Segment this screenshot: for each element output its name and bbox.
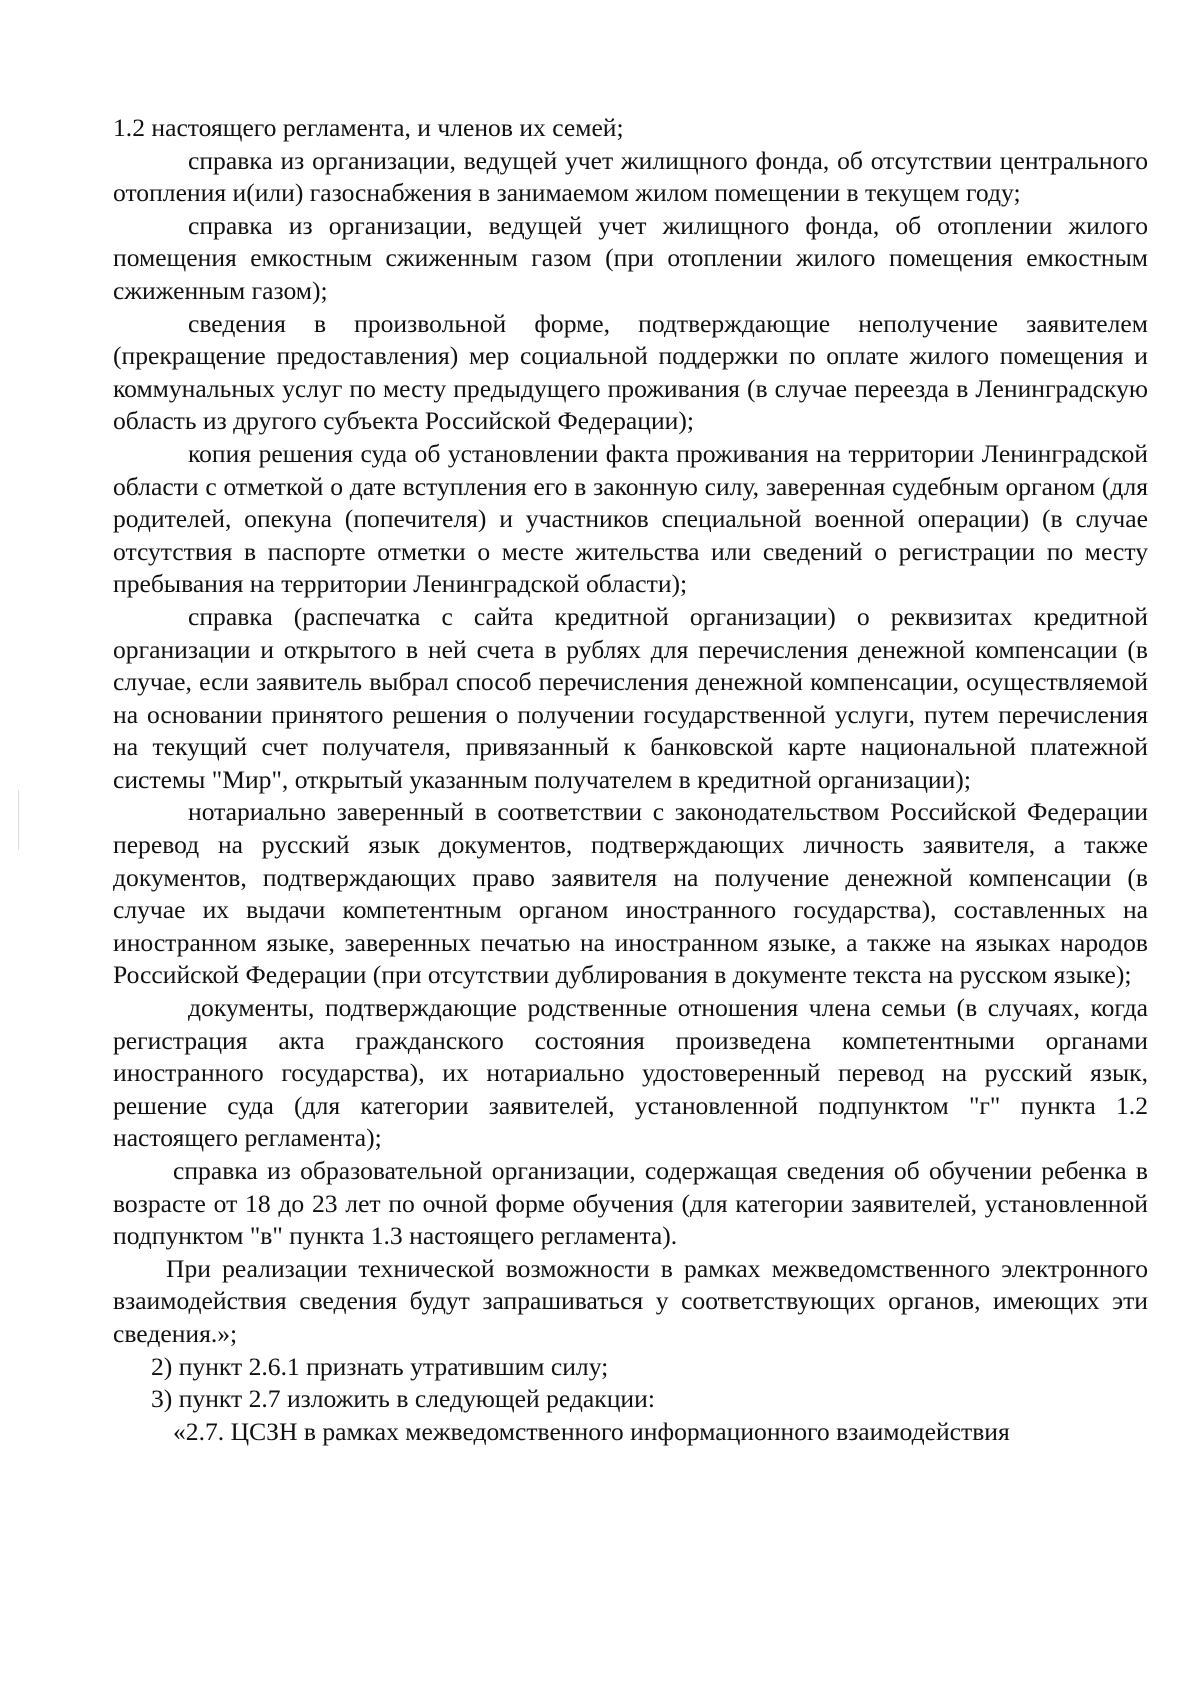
paragraph-education-certificate: справка из образовательной организации, содержащая сведения об обучении ребенка в возрасте от 18 до 23 лет по очной форме обучения (для категории заявителей, установленной подпунктом "в" пункта 1.3 настоящего регламента). [113,1156,1148,1251]
document-page [113,112,1148,1448]
paragraph-court-decision: копия решения суда об установлении факта проживания на территории Ленинградской области с отметкой о дате вступления его в законную силу, заверенная судебным органом (для родителей, опекуна (попечителя) и участников специальной военной операции) (в случае отсутствия в паспорте отметки о месте жительства или сведений о регистрации по месту пребывания на территории Ленинградской области); [113,438,1148,599]
paragraph-heating-absence: справка из организации, ведущей учет жилищного фонда, об отсутствии центрального отопления и(или) газоснабжения в занимаемом жилом помещении в текущем году; [113,145,1148,208]
paragraph-kinship-documents: документы, подтверждающие родственные отношения члена семьи (в случаях, когда регистрация акта гражданского состояния произведена компетентными органами иностранного государства), их нотариально удостоверенный перевод на русский язык, решение суда (для категории заявителей, установленной подпунктом "г" пункта 1.2 настоящего регламента); [113,993,1148,1153]
paragraph-item-2: 2) пункт 2.6.1 признать утратившим силу; [151,1351,609,1381]
paragraph-gas-heating: справка из организации, ведущей учет жилищного фонда, об отоплении жилого помещения емкостным сжиженным газом (при отоплении жилого помещения емкостным сжиженным газом); [113,210,1148,305]
paragraph-item-3: 3) пункт 2.7 изложить в следующей редакции: [151,1384,655,1414]
paragraph-members: 1.2 настоящего регламента, и членов их семей; [113,113,624,142]
paragraph-section-2-7: «2.7. ЦСЗН в рамках межведомственного информационного взаимодействия [173,1416,1010,1446]
paragraph-bank-details: справка (распечатка с сайта кредитной организации) о реквизитах кредитной организации и открытого в ней счета в рублях для перечисления денежной компенсации (в случае, если заявитель выбрал способ перечисления денежной компенсации, осуществляемой на основании принятого решения о получении государственной услуги, путем перечисления на текущий счет получателя, привязанный к банковской карте национальной платежной системы "Мир", открытый указанным получателем в кредитной организации); [113,601,1148,794]
paragraph-support-info: сведения в произвольной форме, подтверждающие неполучение заявителем (прекращение предоставления) мер социальной поддержки по оплате жилого помещения и коммунальных услуг по месту предыдущего проживания (в случае переезда в Ленинградскую область из другого субъекта Российской Федерации); [113,308,1148,436]
paragraph-interagency: При реализации технической возможности в рамках межведомственного электронного взаимодействия сведения будут запрашиваться у соответствующих органов, имеющих эти сведения.»; [113,1253,1148,1348]
paragraph-notarized-translation: нотариально заверенный в соответствии с законодательством Российской Федерации перевод на русский язык документов, подтверждающих личность заявителя, а также документов, подтверждающих право заявителя на получение денежной компенсации (в случае их выдачи компетентным органом иностранного государства), составленных на иностранном языке, заверенных печатью на иностранном языке, а также на языках народов Российской Федерации (при отсутствии дублирования в документе текста на русском языке); [113,797,1148,990]
scan-artifact [18,790,19,850]
